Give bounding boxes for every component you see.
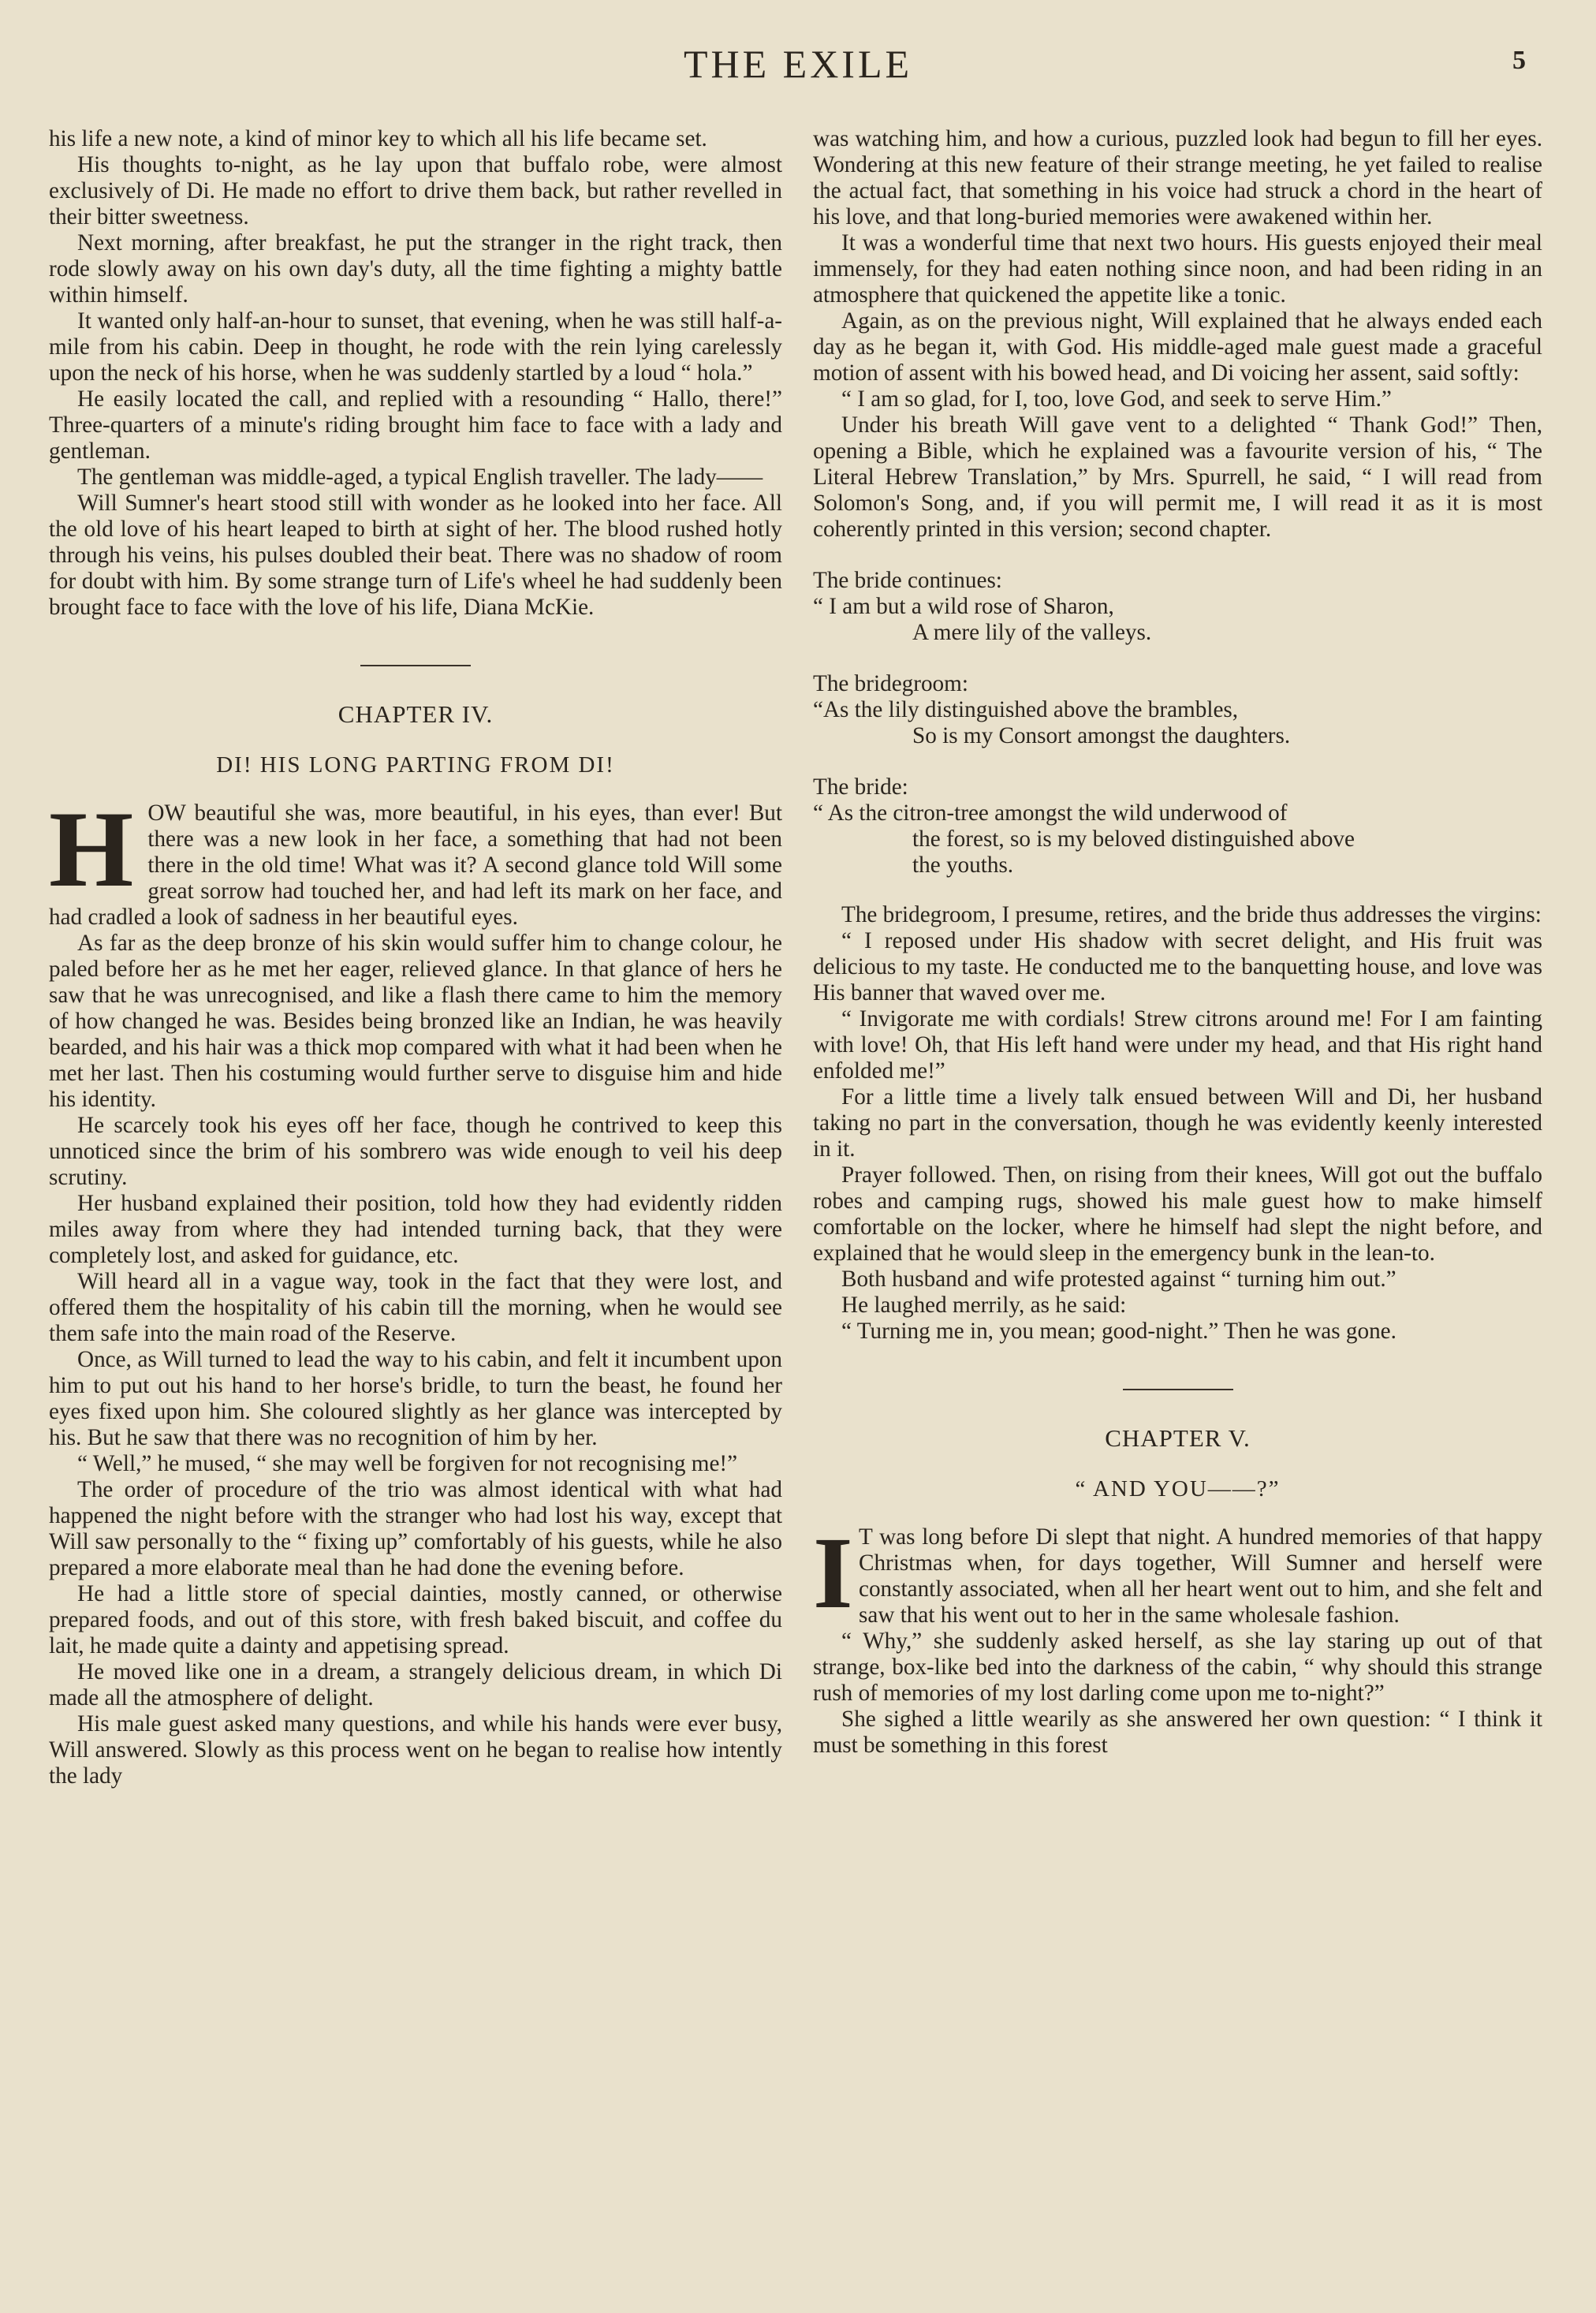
- page-number: 5: [1512, 46, 1526, 75]
- verse-speaker: The bridegroom:: [813, 671, 968, 696]
- verse-block: [813, 671, 1542, 749]
- paragraph: Will heard all in a vague way, took in the fact that they were lost, and offered them the hospitality of his cabin till the morning, when he would see them safe into the main road of the Reserve.: [49, 1269, 782, 1346]
- chapter-heading: CHAPTER IV.: [337, 700, 494, 728]
- left-column: [49, 126, 782, 1789]
- paragraph: As far as the deep bronze of his skin would suffer him to change colour, he paled before her as he met her eager, relieved glance. In that glance of hers he saw that he was unrecognised, and like a flash there came to him the memory of how changed he was. Besides being bronzed like an Indian, he was heavily bearded, and his hair was a thick mop compared with what it had been when he met her last. Then his costuming would further serve to disguise him and hide his identity.: [49, 931, 782, 1112]
- paragraph: was watching him, and how a curious, puzzled look had begun to fill her eyes. Wondering at this new feature of their strange meeting, he yet failed to realise the actual fact, that something in his voice had struck a chord in the heart of his love, and that long-buried memories were awakened within her.: [813, 126, 1542, 229]
- drop-cap: H: [49, 789, 134, 909]
- paragraph: Once, as Will turned to lead the way to his cabin, and felt it incumbent upon him to put out his hand to her horse's bridle, to turn the beast, he found her eyes fixed upon him. She coloured slightly as her glance was intercepted by his. But he saw that there was no recognition of him by her.: [49, 1347, 782, 1450]
- chapter-title: “ AND YOU——?”: [1075, 1476, 1281, 1502]
- running-title: THE EXILE: [683, 42, 913, 86]
- paragraph: The bridegroom, I presume, retires, and the bride thus addresses the virgins:: [841, 902, 1542, 927]
- verse-line: So is my Consort amongst the daughters.: [912, 723, 1291, 748]
- paragraph: The order of procedure of the trio was almost identical with what had happened the night before with the stranger who had lost his way, except that Will saw personally to the “ fixing up” comfortably of his guests, while he also prepared a more elaborate meal than he had done the evening before.: [49, 1477, 782, 1580]
- paragraph: Under his breath Will gave vent to a delighted “ Thank God!” Then, opening a Bible, which he explained was a favourite version of his, “ The Literal Hebrew Translation,” by Mrs. Spurrell, he said, “ I will read from Solomon's Song, and, if you will permit me, I will read it as it is most coherently printed in this version; second chapter.: [813, 412, 1542, 542]
- verse-line: A mere lily of the valleys.: [912, 620, 1152, 645]
- chapter-opening-text: OW beautiful she was, more beautiful, in his eyes, than ever! But there was a new look in her face, a something that had not been there in the old time! What was it? A second glance told Will some great sorrow had touched her, and had left its mark on her face, and had cradled a look of sadness in her beautiful eyes.: [49, 800, 782, 930]
- paragraph: Again, as on the previous night, Will explained that he always ended each day as he began it, with God. His middle-aged male guest made a graceful motion of assent with his bowed head, and Di voicing her assent, said softly:: [813, 308, 1542, 386]
- paragraph: his life a new note, a kind of minor key to which all his life became set.: [49, 126, 707, 151]
- paragraph: It was a wonderful time that next two hours. His guests enjoyed their meal immensely, for they had eaten nothing since noon, and had been riding in an atmosphere that quickened the appetite like a tonic.: [813, 230, 1542, 308]
- section-divider: [1123, 1389, 1233, 1390]
- paragraph: “ Invigorate me with cordials! Strew citrons around me! For I am fainting with love! Oh, that His left hand were under my head, and that His right hand enfolded me!”: [813, 1006, 1542, 1084]
- verse-speaker: The bride:: [813, 774, 908, 800]
- verse-line: “ I am but a wild rose of Sharon,: [813, 594, 1114, 619]
- paragraph: He moved like one in a dream, a strangely delicious dream, in which Di made all the atmosphere of delight.: [49, 1659, 782, 1711]
- paragraph: Will Sumner's heart stood still with wonder as he looked into her face. All the old love of his heart leaped to birth at sight of her. The blood rushed hotly through his veins, his pulses doubled their beat. There was no shadow of room for doubt with him. By some strange turn of Life's wheel he had suddenly been brought face to face with the love of his life, Diana McKie.: [49, 491, 782, 620]
- chapter-heading: CHAPTER V.: [1105, 1424, 1251, 1452]
- verse-block: [813, 568, 1542, 646]
- paragraph: “ I am so glad, for I, too, love God, and seek to serve Him.”: [841, 386, 1392, 412]
- paragraph: Next morning, after breakfast, he put the stranger in the right track, then rode slowly away on his own day's duty, all the time fighting a mighty battle within himself.: [49, 230, 782, 308]
- paragraph: His male guest asked many questions, and while his hands were ever busy, Will answered. Slowly as this process went on he began to realise how intently the lady: [49, 1711, 782, 1789]
- paragraph: It wanted only half-an-hour to sunset, that evening, when he was still half-a-mile from his cabin. Deep in thought, he rode with the rein lying carelessly upon the neck of his horse, when he was suddenly startled by a loud “ hola.”: [49, 308, 782, 386]
- verse-line: “ As the citron-tree amongst the wild underwood of: [813, 800, 1288, 826]
- chapter-opening-paragraph: [813, 1517, 1542, 1630]
- chapter-opening-paragraph: [49, 789, 782, 931]
- chapter-opening-text: T was long before Di slept that night. A hundred memories of that happy Christmas when, for days together, Will Sumner and herself were constantly associated, when all her heart went out to him, and she felt and saw that his went out to her in the same wholesale fashion.: [859, 1524, 1542, 1628]
- verse-speaker: The bride continues:: [813, 568, 1002, 593]
- paragraph: “ Why,” she suddenly asked herself, as she lay staring up out of that strange, box-like bed into the darkness of the cabin, “ why should this strange rush of memories of my lost darling come upon me to-night?”: [813, 1628, 1542, 1706]
- paragraph: Her husband explained their position, told how they had evidently ridden miles away from where they had intended turning back, that they were completely lost, and asked for guidance, etc.: [49, 1191, 782, 1268]
- verse-line: the forest, so is my beloved distinguished above: [912, 826, 1355, 852]
- paragraph: He had a little store of special dainties, mostly canned, or otherwise prepared foods, and out of this store, with fresh baked biscuit, and coffee du lait, he made quite a dainty and appetising spread.: [49, 1581, 782, 1658]
- right-column: [813, 126, 1542, 1759]
- paragraph: He laughed merrily, as he said:: [841, 1293, 1127, 1318]
- section-divider: [360, 665, 471, 666]
- chapter-title: DI! HIS LONG PARTING FROM DI!: [216, 752, 615, 778]
- verse-line: the youths.: [912, 852, 1014, 878]
- paragraph: For a little time a lively talk ensued between Will and Di, her husband taking no part in the conversation, though he was evidently keenly interested in it.: [813, 1084, 1542, 1162]
- verse-block: [813, 774, 1542, 879]
- paragraph: “ I reposed under His shadow with secret delight, and His fruit was delicious to my taste. He conducted me to the banquetting house, and love was His banner that waved over me.: [813, 928, 1542, 1005]
- paragraph: He easily located the call, and replied with a resounding “ Hallo, there!” Three-quarters of a minute's riding brought him face to face with a lady and gentleman.: [49, 386, 782, 464]
- paragraph: His thoughts to-night, as he lay upon that buffalo robe, were almost exclusively of Di. He made no effort to drive them back, but rather revelled in their bitter sweetness.: [49, 152, 782, 229]
- verse-line: “As the lily distinguished above the brambles,: [813, 697, 1239, 722]
- paragraph: The gentleman was middle-aged, a typical English traveller. The lady——: [77, 464, 763, 490]
- paragraph: “ Well,” he mused, “ she may well be forgiven for not recognising me!”: [77, 1451, 738, 1476]
- paragraph: “ Turning me in, you mean; good-night.” Then he was gone.: [841, 1319, 1396, 1344]
- drop-cap: I: [813, 1517, 853, 1630]
- paragraph: Prayer followed. Then, on rising from their knees, Will got out the buffalo robes and camping rugs, showed his male guest how to make himself comfortable on the locker, where he himself had slept the night before, and explained that he would sleep in the emergency bunk in the lean-to.: [813, 1162, 1542, 1266]
- paragraph: Both husband and wife protested against “ turning him out.”: [841, 1267, 1396, 1292]
- paragraph: He scarcely took his eyes off her face, though he contrived to keep this unnoticed since the brim of his sombrero was wide enough to veil his deep scrutiny.: [49, 1113, 782, 1190]
- paragraph: She sighed a little wearily as she answered her own question: “ I think it must be something in this forest: [813, 1707, 1542, 1758]
